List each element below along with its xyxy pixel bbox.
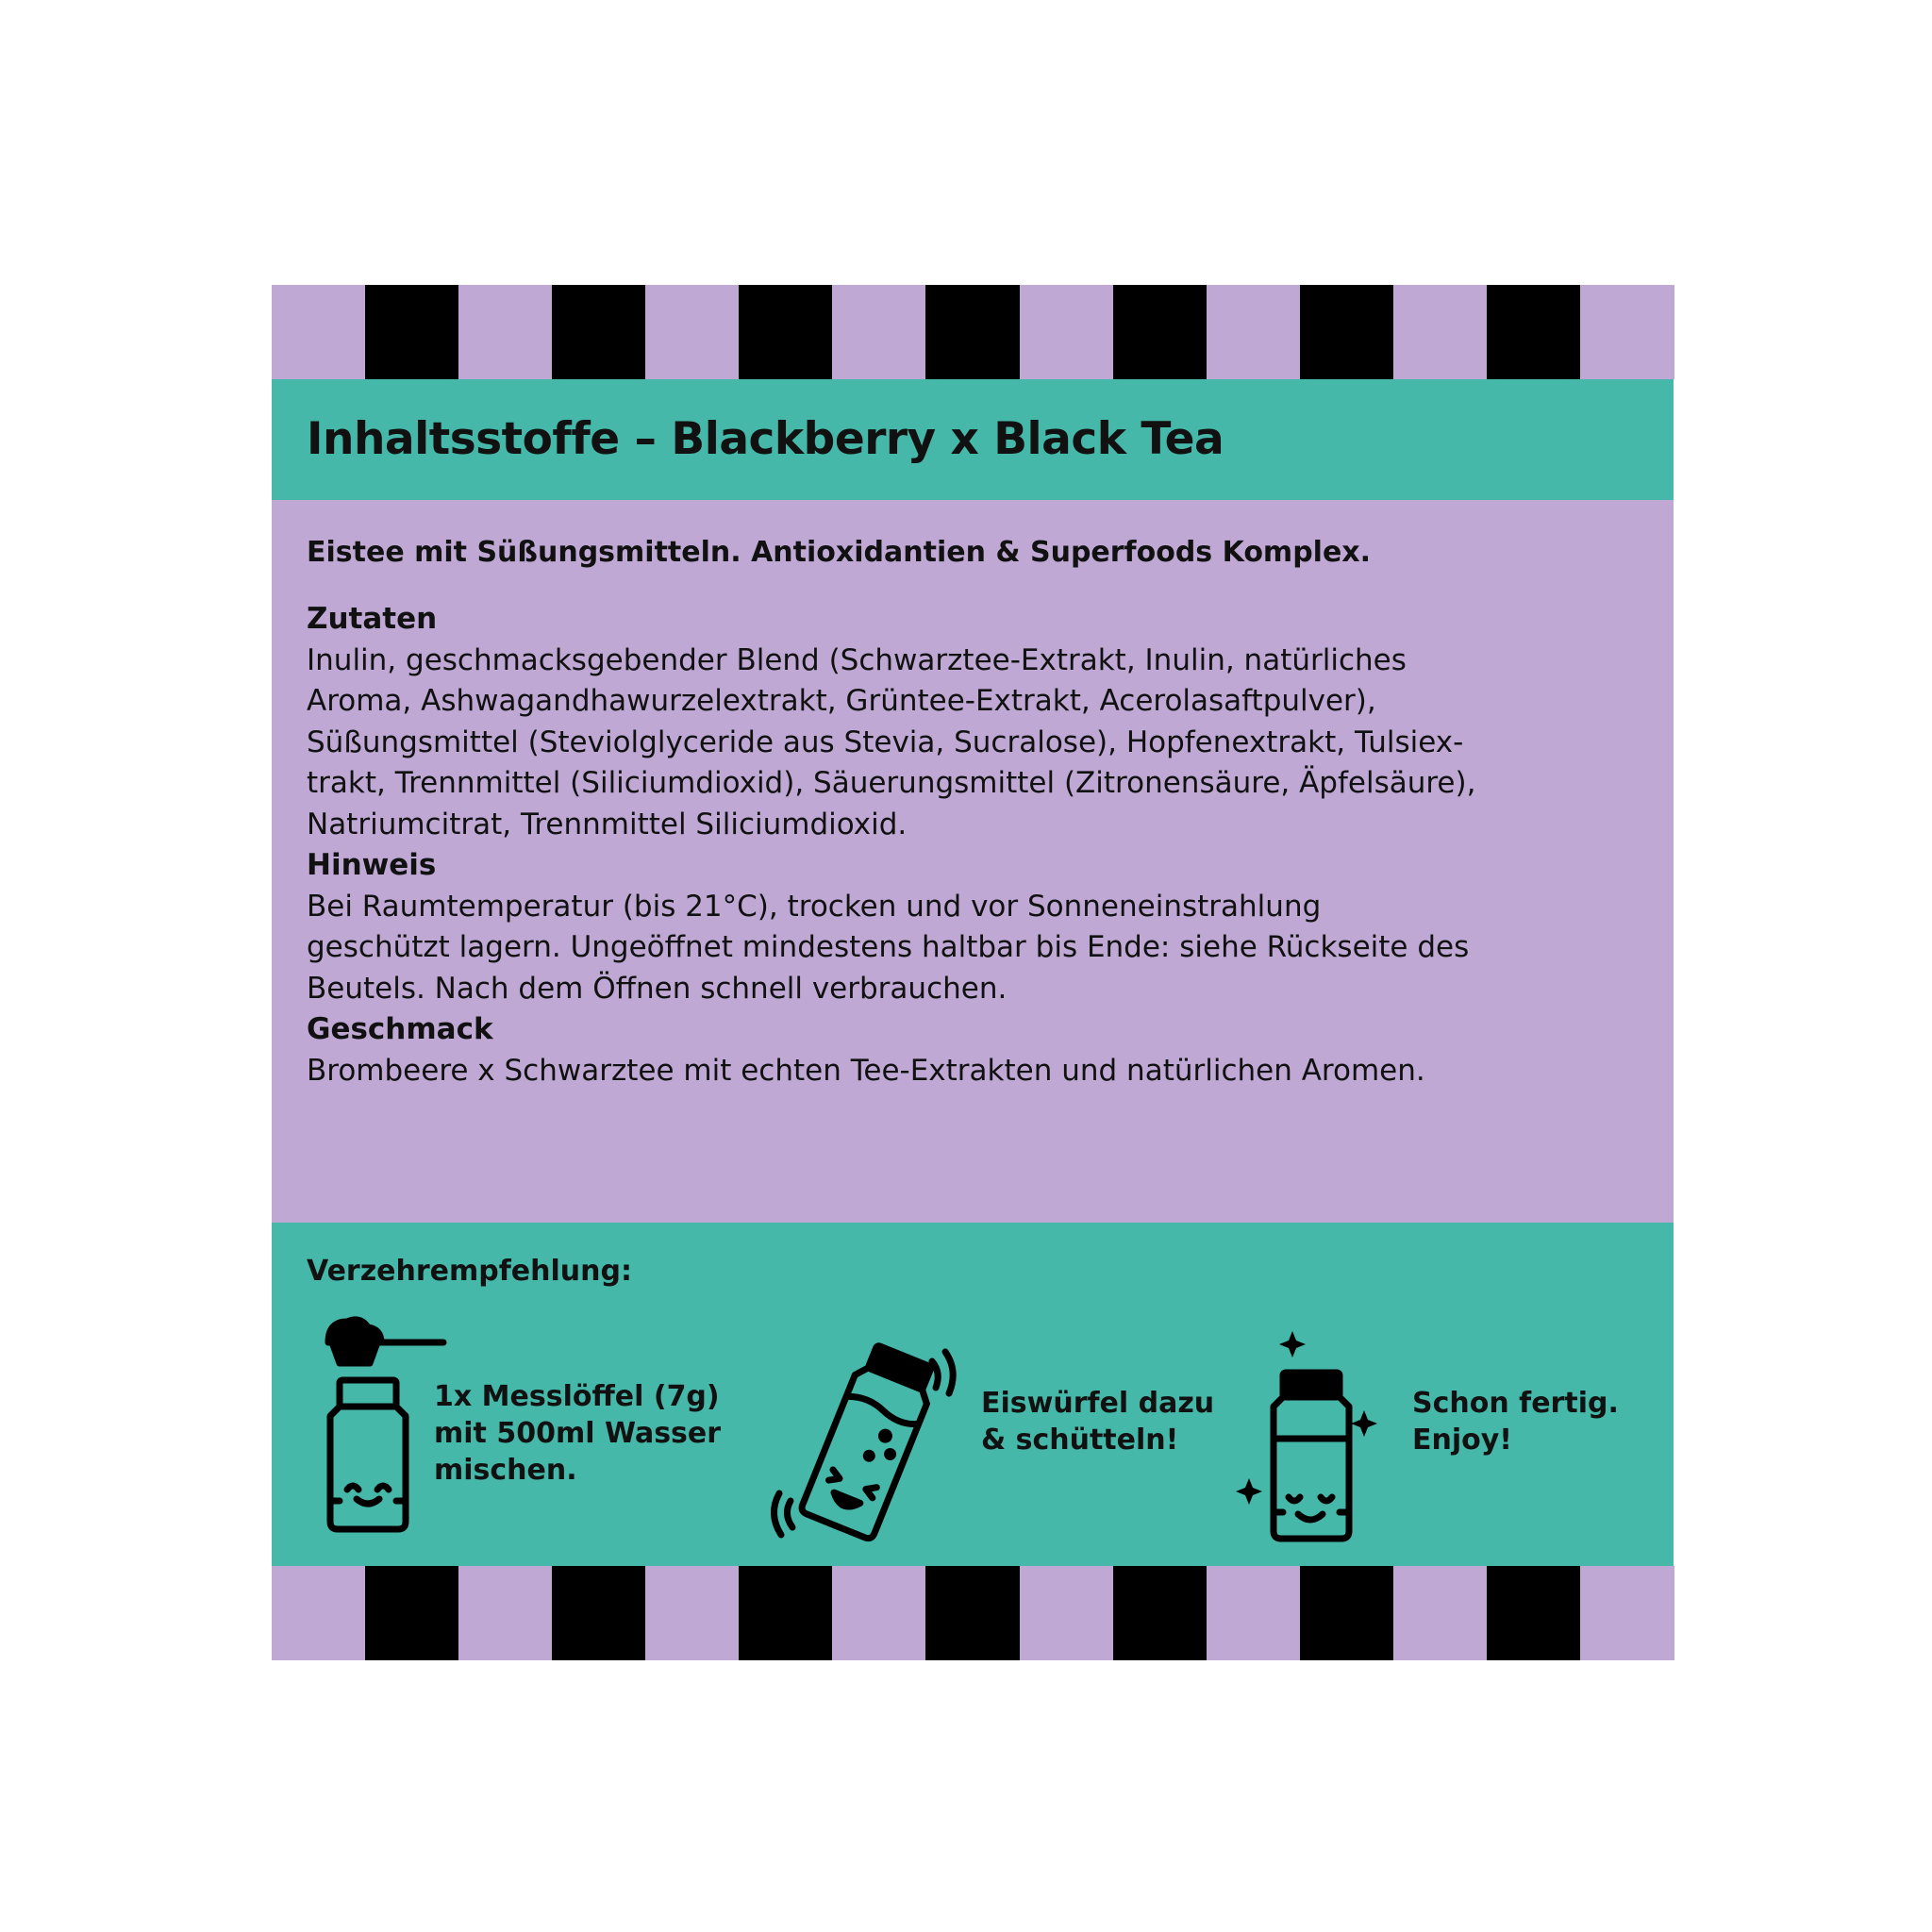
shaking-bottle-icon: [772, 1341, 970, 1548]
stripe-cell: [1393, 285, 1488, 379]
step-1-text: [434, 1378, 755, 1489]
step-3-text: [1412, 1385, 1733, 1458]
step-3-line: Enjoy!: [1412, 1424, 1512, 1457]
product-info-card: [272, 285, 1674, 1660]
stripe-cell: [1113, 1566, 1208, 1660]
taste-heading: Geschmack: [307, 1012, 493, 1046]
stripe-cell: [1580, 1566, 1674, 1660]
step-1-line: mischen.: [434, 1454, 577, 1487]
ingredients-line: trakt, Trennmittel (Siliciumdioxid), Säuerungsmittel (Zitronensäure, Äpfelsäure),: [307, 766, 1476, 800]
page-title: Inhaltsstoffe – Blackberry x Black Tea: [307, 413, 1224, 465]
ingredients-line: Süßungsmittel (Steviolglyceride aus Stevia, Sucralose), Hopfenextrakt, Tulsiex-: [307, 724, 1464, 759]
stripe-cell: [645, 285, 740, 379]
stripe-cell: [832, 1566, 926, 1660]
step-3-line: Schon fertig.: [1412, 1387, 1619, 1420]
stripe-cell: [458, 1566, 553, 1660]
stripe-cell: [1207, 285, 1301, 379]
stripe-cell: [739, 1566, 833, 1660]
stripe-cell: [832, 285, 926, 379]
stripe-cell: [1487, 1566, 1581, 1660]
ingredients-line: Natriumcitrat, Trennmittel Siliciumdioxid.: [307, 807, 908, 841]
stripe-cell: [1020, 285, 1114, 379]
stripe-cell: [1300, 285, 1394, 379]
stripe-cell: [272, 285, 366, 379]
stripe-cell: [1300, 1566, 1394, 1660]
bottom-stripe-border: [272, 1566, 1674, 1660]
stripe-cell: [552, 285, 646, 379]
ingredients-line: Inulin, geschmacksgebender Blend (Schwarztee-Extrakt, Inulin, natürliches: [307, 642, 1407, 677]
step-1-line: 1x Messlöffel (7g): [434, 1380, 720, 1413]
product-description: Eistee mit Süßungsmitteln. Antioxidantien & Superfoods Komplex.: [307, 536, 1372, 569]
stripe-cell: [1487, 285, 1581, 379]
stripe-cell: [1113, 285, 1208, 379]
stripe-cell: [1580, 285, 1674, 379]
sparkle-bottle-icon: [1243, 1331, 1394, 1548]
title-band: [272, 379, 1674, 500]
notice-line: geschützt lagern. Ungeöffnet mindestens haltbar bis Ende: siehe Rückseite des: [307, 930, 1470, 964]
stripe-cell: [925, 1566, 1020, 1660]
stripe-cell: [458, 285, 553, 379]
stripe-cell: [1393, 1566, 1488, 1660]
taste-line: Brombeere x Schwarztee mit echten Tee-Extrakten und natürlichen Aromen.: [307, 1053, 1425, 1088]
notice-line: Bei Raumtemperatur (bis 21°C), trocken und vor Sonneneinstrahlung: [307, 889, 1322, 924]
ingredients-heading: Zutaten: [307, 602, 438, 636]
recommendation-panel: [272, 1223, 1674, 1566]
stripe-cell: [925, 285, 1020, 379]
ingredients-line: Aroma, Ashwagandhawurzelextrakt, Grüntee-Extrakt, Acerolasaftpulver),: [307, 684, 1376, 718]
ingredients-section: [307, 599, 1646, 1091]
step-2-line: & schütteln!: [981, 1424, 1179, 1457]
notice-heading: Hinweis: [307, 848, 437, 882]
recommendation-heading: Verzehrempfehlung:: [307, 1255, 632, 1288]
step-1-line: mit 500ml Wasser: [434, 1417, 722, 1450]
stripe-cell: [1020, 1566, 1114, 1660]
stripe-cell: [1207, 1566, 1301, 1660]
stripe-cell: [739, 285, 833, 379]
stripe-cell: [645, 1566, 740, 1660]
notice-line: Beutels. Nach dem Öffnen schnell verbrauchen.: [307, 971, 1008, 1006]
stripe-cell: [365, 1566, 459, 1660]
step-2-line: Eiswürfel dazu: [981, 1387, 1215, 1420]
stripe-cell: [272, 1566, 366, 1660]
stripe-cell: [552, 1566, 646, 1660]
stripe-cell: [365, 285, 459, 379]
top-stripe-border: [272, 285, 1674, 379]
